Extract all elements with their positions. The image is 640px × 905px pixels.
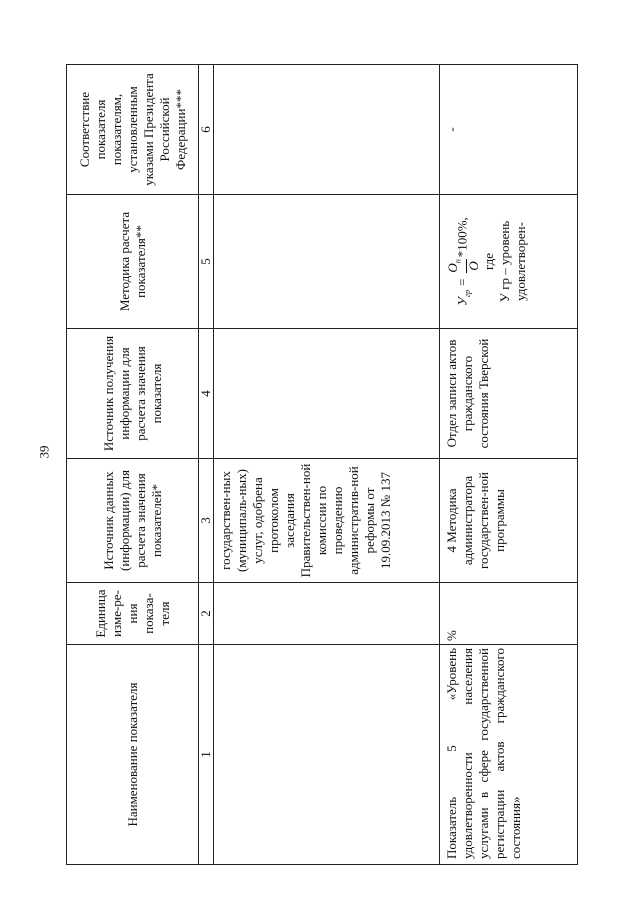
col-number-4: 4 (199, 329, 214, 459)
page-number: 39 (36, 445, 52, 459)
row2-info-source: Отдел записи актов гражданского состояния Тверской (440, 329, 578, 459)
row2-data-source: 4 Методика администратора государствен-ной программы (440, 459, 578, 583)
col-number-1: 1 (199, 645, 214, 865)
header-indicator-name: Наименование показателя (67, 645, 199, 865)
table-number-row (199, 65, 214, 865)
header-data-source: Источник данных (информации) для расчета значения показателей* (67, 459, 199, 583)
header-info-source: Источник получения информации для расчета значения показателя (67, 329, 199, 459)
row2-unit: % (440, 583, 578, 645)
indicator-table (66, 64, 578, 865)
method-formula: $У_{гр}$ = $О_п$ О *100%, (445, 217, 481, 306)
table-header-row (67, 65, 199, 865)
indicator-table-wrapper (66, 65, 578, 865)
table-row (214, 65, 440, 865)
row1-indicator-name (214, 645, 440, 865)
col-number-5: 5 (199, 195, 214, 329)
row2-method (440, 195, 578, 329)
header-compliance: Соответствие показателя показателям, установленным указами Президента Российской Федерации*** (67, 65, 199, 195)
col-number-6: 6 (199, 65, 214, 195)
row1-compliance (214, 65, 440, 195)
row2-compliance: - (440, 65, 578, 195)
row2-indicator-name: Показатель 5 «Уровень удовлетворенности населения услугами в сфере государственной регистрации актов гражданского состояния» (440, 645, 578, 865)
col-number-3: 3 (199, 459, 214, 583)
row1-info-source (214, 329, 440, 459)
col-number-2: 2 (199, 583, 214, 645)
row1-data-source: государствен-ных (муниципаль-ных) услуг, одобрена протоколом заседания Правительствен-ной комиссии по проведению административ-ной реформы от 19.09.2013 № 137 (214, 459, 440, 583)
row1-unit (214, 583, 440, 645)
header-unit: Единица изме-ре-ния показа-теля (67, 583, 199, 645)
header-method: Методика расчета показателя** (67, 195, 199, 329)
row1-method (214, 195, 440, 329)
method-description: У гр – уровень удовлетворен- (496, 220, 528, 303)
method-where: где (480, 252, 496, 271)
table-row (440, 65, 578, 865)
